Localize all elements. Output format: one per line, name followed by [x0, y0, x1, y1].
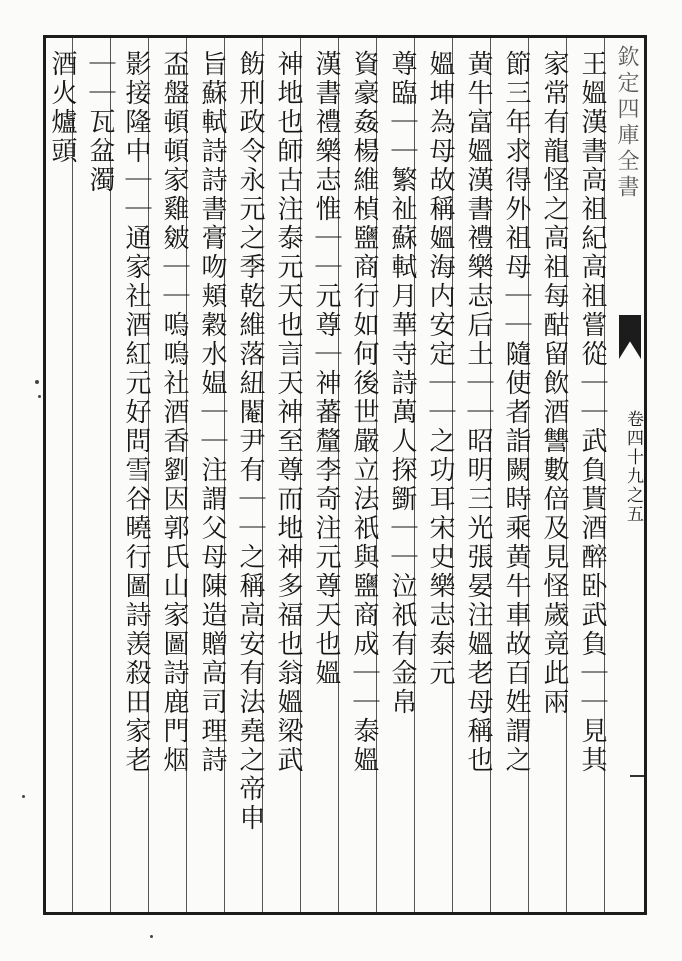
text-column: 漢書禮樂志惟｜｜元尊｜神蕃釐李奇注元尊天也媼 — [311, 50, 341, 688]
margin-tick-mark — [630, 775, 644, 777]
text-column: 旨蘇軾詩詩書膏吻頬穀水媪｜｜注謂父母陳造贈高司理詩 — [197, 50, 227, 775]
text-column: 節三年求得外祖母｜｜隨使者詣闕時乘黄牛車故百姓謂之 — [501, 50, 531, 775]
text-column: 神地也師古注泰元天也言天神至尊而地神多福也翁媼梁武 — [273, 50, 303, 775]
text-column: 尊臨｜｜繁祉蘇軾月華寺詩萬人探斵｜｜泣祇有金帛 — [387, 50, 417, 717]
text-column: 盃盤頓頓家雞皴｜｜嗚嗚社酒香劉因郭氏山家圖詩鹿門烟 — [159, 50, 189, 775]
text-column: 酒火爐頭 — [47, 50, 77, 166]
text-column: 王媼漢書高祖紀高祖嘗從｜｜武負貰酒醉卧武負｜｜見其 — [577, 50, 607, 775]
scan-speck — [22, 795, 25, 798]
scan-speck — [150, 935, 153, 938]
text-column: 家常有龍怪之高祖每酤留飲酒讐數倍及見怪歲竟此兩 — [539, 50, 569, 717]
scan-speck — [35, 380, 39, 384]
text-column: 黄牛富媼漢書禮樂志后土｜｜昭明三光張晏注媼老母稱也 — [463, 50, 493, 775]
text-body — [43, 50, 613, 910]
text-column: ｜｜瓦盆濁 — [85, 50, 115, 195]
volume-label: 卷四十九之五 — [623, 410, 643, 524]
text-column: 媼坤為母故稱媼海内安定｜｜之功耳宋史樂志泰元 — [425, 50, 455, 688]
text-column: 資豪姦楊維楨鹽商行如何後世嚴立法祇與鹽商成｜｜泰媼 — [349, 50, 379, 775]
scan-speck — [38, 395, 41, 398]
running-title: 欽定四庫全書 — [614, 45, 639, 201]
text-column: 影接隆中｜｜通家社酒紅元好問雪谷曉行圖詩羡殺田家老 — [121, 50, 151, 775]
text-column: 飭刑政令永元之季乾維落紐閹尹有｜｜之稱高安有法堯之帝申 — [235, 50, 265, 833]
